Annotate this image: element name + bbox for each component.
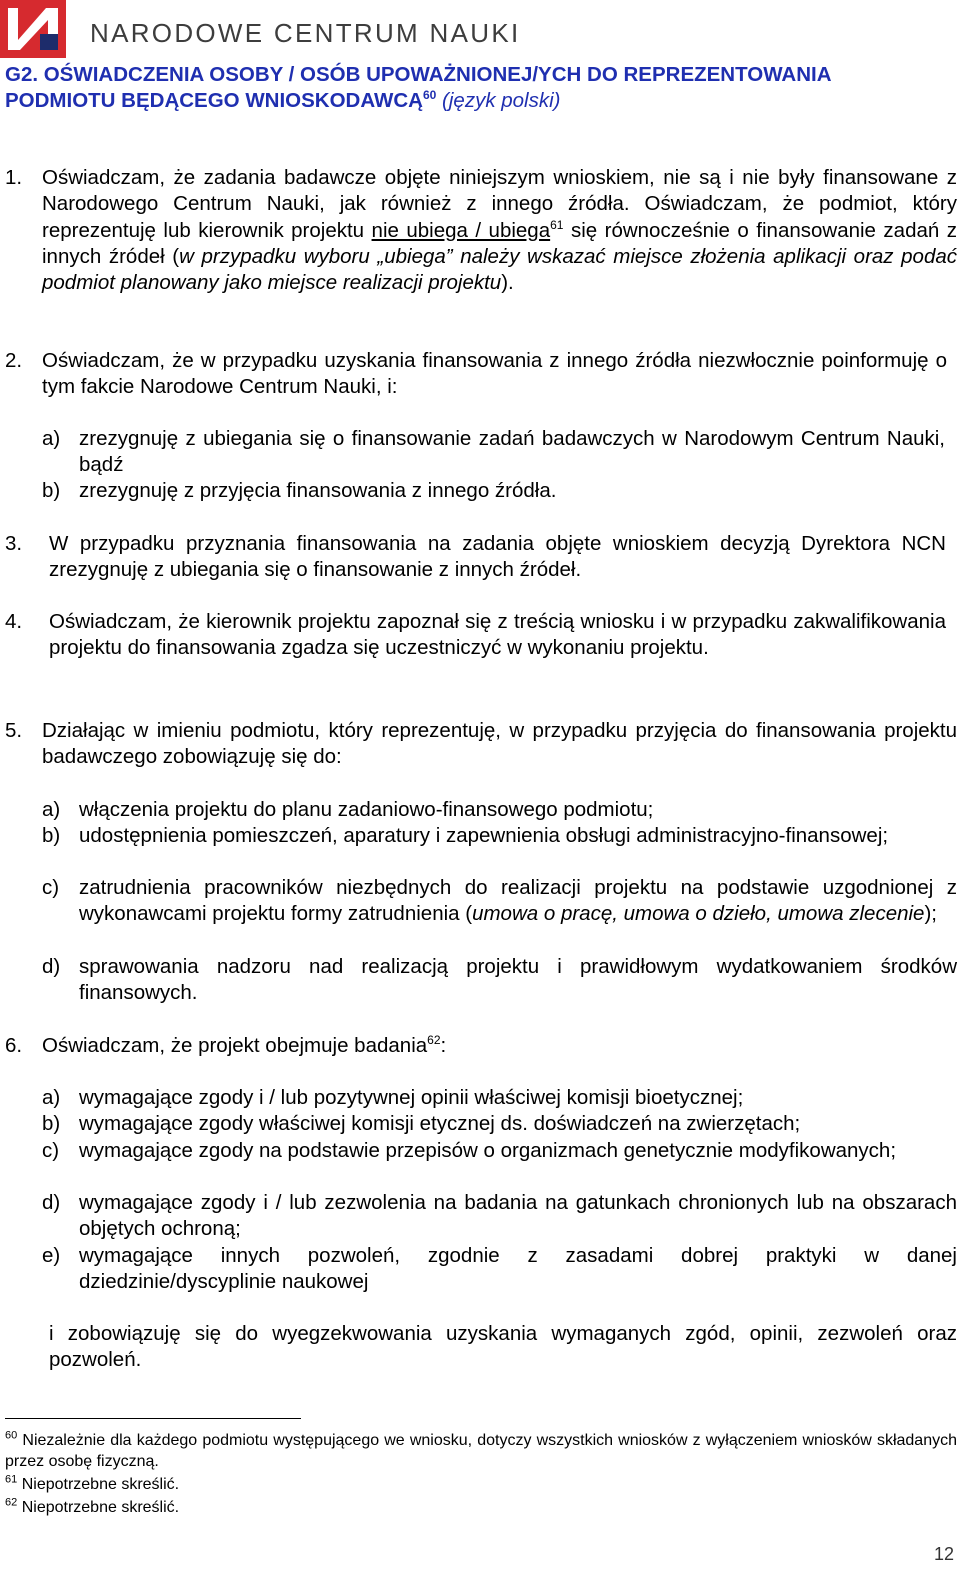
org-name: NARODOWE CENTRUM NAUKI [90,18,521,48]
item-6b-text: wymagające zgody właściwej komisji etycznej ds. doświadczeń na zwierzętach; [79,1112,801,1135]
item-6-closing: i zobowiązuję się do wyegzekwowania uzyskania wymaganych zgód, opinii, zezwoleń oraz pozwoleń. [49,1322,957,1372]
item-5a-label: a) [42,798,61,821]
choice-underlined: nie ubiega / ubiega [371,218,551,242]
item-5-number: 5. [5,719,23,742]
footnote-ref-62[interactable]: 62 [427,1033,441,1048]
ncn-logo-icon [0,0,66,58]
item-5c-text: zatrudnienia pracowników niezbędnych do realizacji projektu na podstawie uzgodnionej z wykonawcami projektu formy zatrudnienia (umowa o pracę, umowa o dzieło, umowa zlecenie); [79,876,957,926]
footnote-61: $^{61}$ Niepotrzebne skreślić. [5,1473,180,1493]
item-1-text: Oświadczam, że zadania badawcze objęte niniejszym wnioskiem, nie są i nie były finansowane z Narodowego Centrum Nauki, jak również z innego źródła. Oświadczam, że podmiot, który reprezentuję lub kierownik projektu nie ubiega / ubiega$^{61}$ się równocześnie o finansowanie zadań z innych źródeł (w przypadku wyboru „ubiega” należy wskazać miejsce złożenia aplikacji oraz podać podmiot planowany jako miejsce realizacji projektu). [42,166,957,295]
item-6e-text: wymagające innych pozwoleń, zgodnie z zasadami dobrej praktyki w danej dziedzinie/dyscyplinie naukowej [79,1244,957,1294]
item-6-number: 6. [5,1034,23,1057]
item-4-text: Oświadczam, że kierownik projektu zapoznał się z treścią wniosku i w przypadku zakwalifikowania projektu do finansowania zgadza się uczestniczyć w wykonaniu projektu. [49,610,946,660]
title-language: (język polski) [442,89,561,112]
item-2b-label: b) [42,479,61,502]
item-4-number: 4. [5,610,23,633]
item-6d-text: wymagające zgody i / lub zezwolenia na badania na gatunkach chronionych lub na obszarach objętych ochroną; [79,1191,957,1241]
item-6c-text: wymagające zgody na podstawie przepisów o organizmach genetycznie modyfikowanych; [79,1139,897,1162]
footnote-ref-60[interactable]: 60 [422,88,437,103]
page-number: 12 [933,1544,954,1564]
item-2-text: Oświadczam, że w przypadku uzyskania finansowania z innego źródła niezwłocznie poinformuję o tym fakcie Narodowe Centrum Nauki, i: [42,349,947,399]
item-6d-label: d) [42,1191,61,1214]
item-6e-label: e) [42,1244,61,1267]
item-5b-label: b) [42,824,61,847]
item-6c-label: c) [42,1139,60,1162]
item-3-number: 3. [5,532,23,555]
title-line-1: G2. OŚWIADCZENIA OSOBY / OSÓB UPOWAŻNIONEJ/YCH DO REPREZENTOWANIA [5,63,832,86]
item-5d-text: sprawowania nadzoru nad realizacją projektu i prawidłowym wydatkowaniem środków finansowych. [79,955,957,1005]
item-5a-text: włączenia projektu do planu zadaniowo-finansowego podmiotu; [79,798,654,821]
section-title [5,62,950,114]
footnote-separator [5,1418,301,1419]
item-5-text: Działając w imieniu podmiotu, który reprezentuję, w przypadku przyjęcia do finansowania projektu badawczego zobowiązuję się do: [42,719,957,769]
item-6-text: Oświadczam, że projekt obejmuje badania$^{62}$: [42,1033,447,1057]
item-1-number: 1. [5,166,23,189]
footnote-62: $^{62}$ Niepotrzebne skreślić. [5,1496,180,1516]
item-5b-text: udostępnienia pomieszczeń, aparatury i zapewnienia obsługi administracyjno-finansowej; [79,824,889,847]
item-5d-label: d) [42,955,61,978]
item-5c-label: c) [42,876,60,899]
item-2a-label: a) [42,427,61,450]
item-6a-text: wymagające zgody i / lub pozytywnej opinii właściwej komisji bioetycznej; [79,1086,744,1109]
item-6a-label: a) [42,1086,61,1109]
footnote-60: $^{60}$ Niezależnie dla każdego podmiotu występującego we wniosku, dotyczy wszystkich wniosków z wyłączeniem wniosków składanych przez osobę fizyczną. [5,1429,957,1470]
item-6b-label: b) [42,1112,61,1135]
item-2a-text: zrezygnuję z ubiegania się o finansowanie zadań badawczych w Narodowym Centrum Nauki, bądź [79,427,945,477]
item-2-number: 2. [5,349,23,372]
title-line-2: PODMIOTU BĘDĄCEGO WNIOSKODAWCĄ [5,89,423,112]
item-2b-text: zrezygnuję z przyjęcia finansowania z innego źródła. [79,479,557,502]
item-3-text: W przypadku przyznania finansowania na zadania objęte wnioskiem decyzją Dyrektora NCN zrezygnuję z ubiegania się o finansowanie z innych źródeł. [49,532,946,582]
footnote-ref-61[interactable]: 61 [550,217,564,232]
